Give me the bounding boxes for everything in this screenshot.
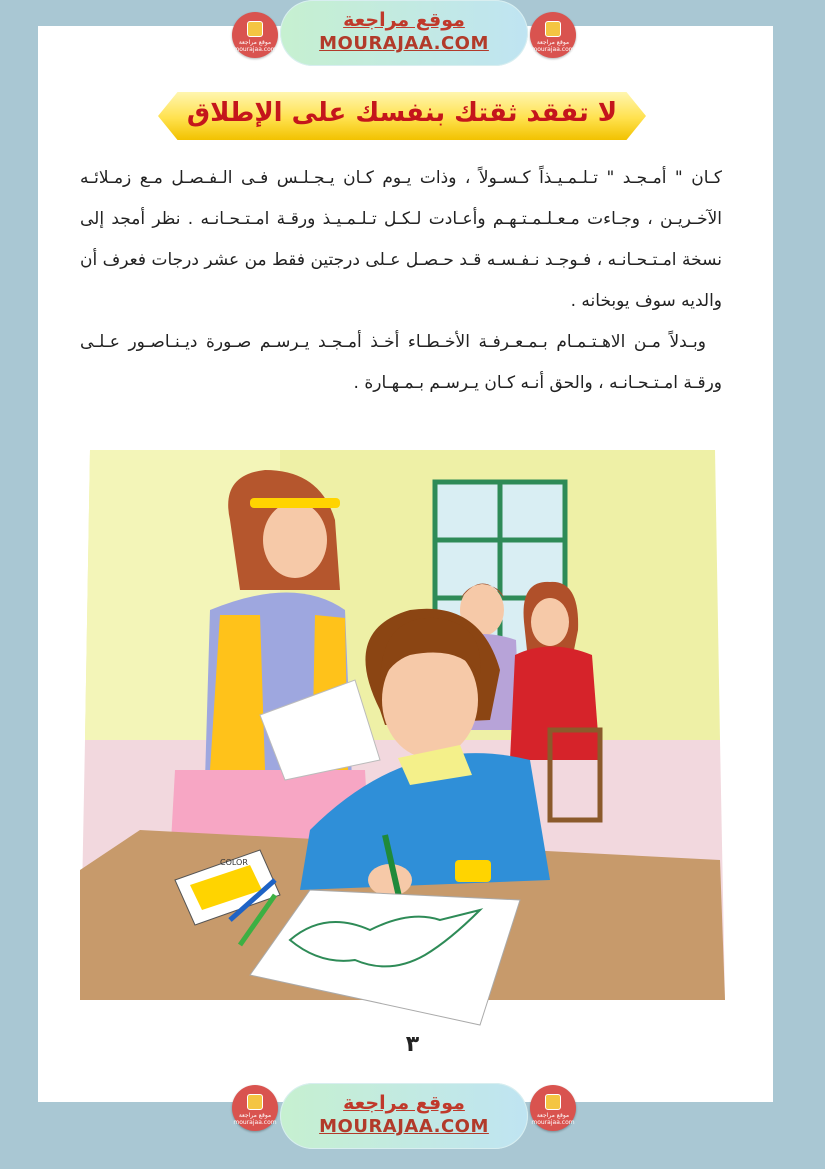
logo-icon: [545, 1094, 561, 1110]
crayon-box-label: COLOR: [220, 858, 248, 867]
story-paragraph-2: وبـدلاً مـن الاهـتـمـام بـمـعـرفـة الأخـطـاء أخـذ أمـجـد يـرسـم صـورة ديـنـاصـور عـلـى ورقـة امـتـحـانـه ، والحق أنـه كـان يـرسـم بـمـهـارة .: [80, 332, 722, 393]
logo-icon: [247, 21, 263, 37]
badge-caption: موقع مراجعة mourajaa.com: [531, 1112, 575, 1126]
site-name-ar[interactable]: موقع مراجعة: [343, 9, 465, 31]
logo-icon: [247, 1094, 263, 1110]
story-text: [80, 158, 722, 404]
badge-caption: موقع مراجعة mourajaa.com: [233, 39, 277, 53]
page-number: ٣: [405, 1032, 420, 1057]
site-domain-link[interactable]: MOURAJAA.COM: [319, 1116, 489, 1137]
story-title: لا تفقد ثقتك بنفسك على الإطلاق: [186, 98, 618, 128]
site-logo-badge-right: [530, 12, 576, 58]
site-domain-link[interactable]: MOURAJAA.COM: [319, 33, 489, 54]
badge-caption: موقع مراجعة mourajaa.com: [531, 39, 575, 53]
story-paragraph-1: كـان " أمـجـد " تـلـمـيـذاً كـسـولاً ، وذات يـوم كـان يـجـلـس فـى الـفـصـل مـع زمـلائـه الآخـريـن ، وجـاءت مـعـلـمـتـهـم وأعـادت لـكـل تـلـمـيـذ ورقـة امـتـحـانـه . نظر أمجد إلى نسخة امـتـحـانـه ، فـوجـد نـفـسـه قـد حـصـل عـلى درجتين فقط من عشر درجات فعرف أن والديه سوف يوبخانه .: [80, 168, 722, 311]
classroom-illustration: [80, 440, 725, 1030]
badge-caption: موقع مراجعة mourajaa.com: [233, 1112, 277, 1126]
site-logo-badge-right-bottom: [530, 1085, 576, 1131]
site-banner-top[interactable]: [280, 0, 528, 66]
site-logo-badge-left: [232, 12, 278, 58]
site-banner-bottom[interactable]: [280, 1083, 528, 1149]
site-name-ar[interactable]: موقع مراجعة: [343, 1092, 465, 1114]
logo-icon: [545, 21, 561, 37]
site-logo-badge-left-bottom: [232, 1085, 278, 1131]
